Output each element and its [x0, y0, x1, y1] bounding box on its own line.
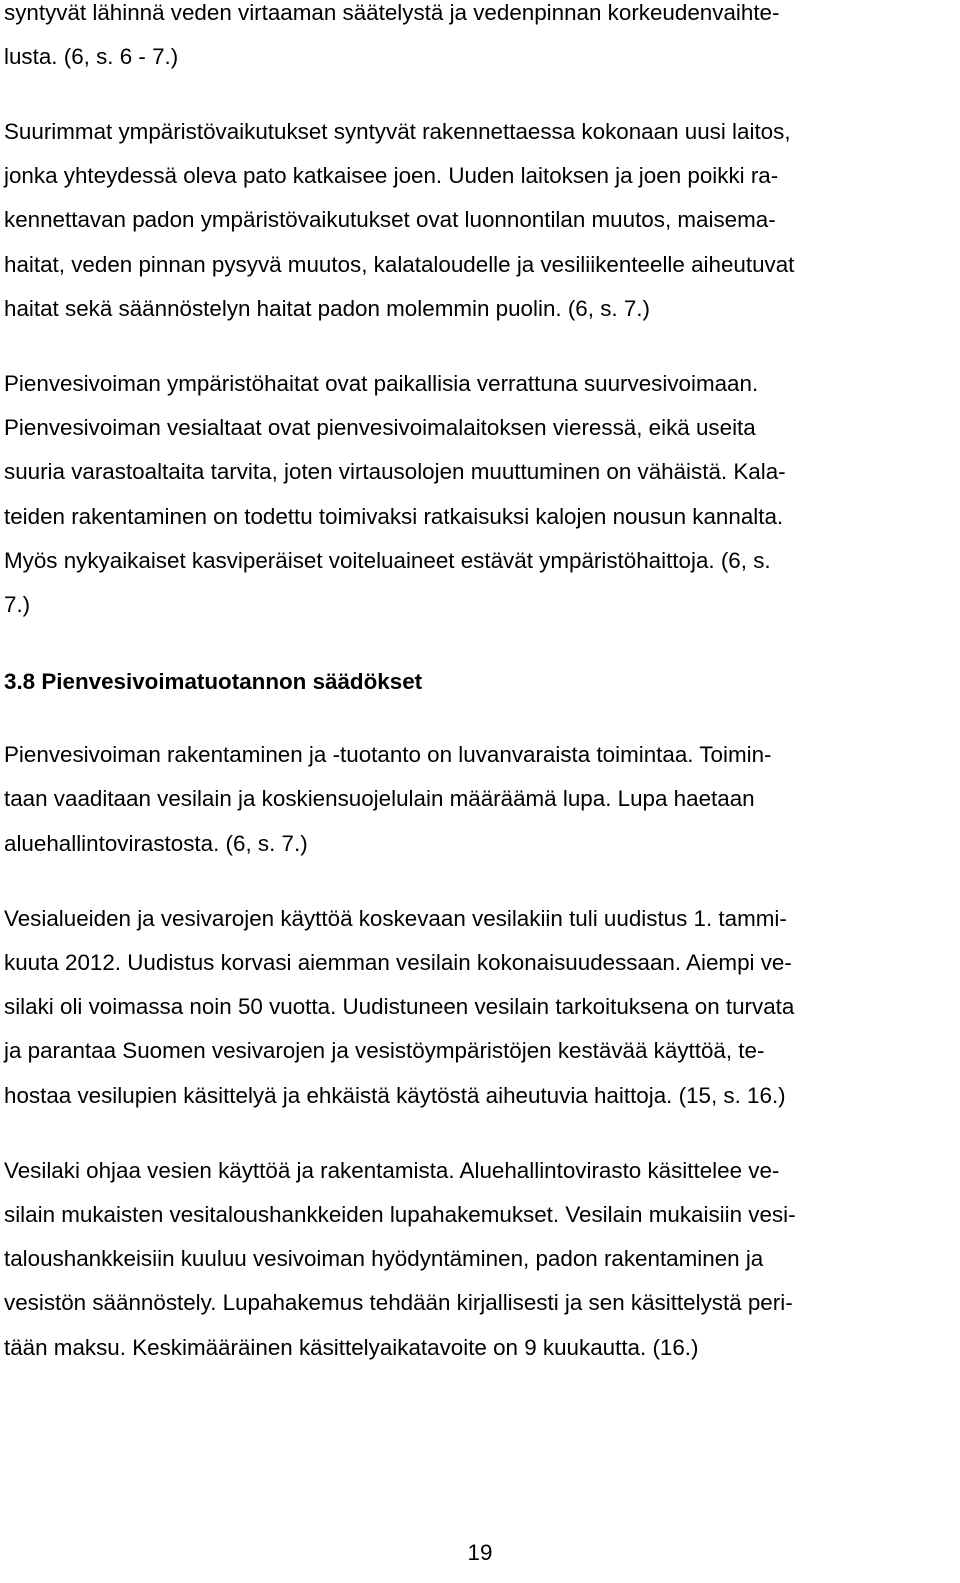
text-line: haitat sekä säännöstelyn haitat padon molemmin puolin. (6, s. 7.) [4, 296, 650, 321]
text-line: hostaa vesilupien käsittelyä ja ehkäistä käytöstä aiheutuvia haittoja. (15, s. 16.) [4, 1083, 786, 1108]
text-line: suuria varastoaltaita tarvita, joten virtausolojen muuttuminen on vähäistä. Kala- [4, 459, 786, 484]
text-line: kennettavan padon ympäristövaikutukset ovat luonnontilan muutos, maisema- [4, 207, 776, 232]
text-line: Myös nykyaikaiset kasviperäiset voiteluaineet estävät ympäristöhaittoja. (6, s. [4, 548, 771, 573]
text-line: aluehallintovirastosta. (6, s. 7.) [4, 831, 308, 856]
text-line: Pienvesivoiman ympäristöhaitat ovat paikallisia verrattuna suurvesivoimaan. [4, 371, 759, 396]
text-line: 7.) [4, 592, 31, 617]
text-line: Vesialueiden ja vesivarojen käyttöä koskevaan vesilakiin tuli uudistus 1. tammi- [4, 906, 787, 931]
text-line: haitat, veden pinnan pysyvä muutos, kalataloudelle ja vesiliikenteelle aiheutuvat [4, 252, 795, 277]
section-heading: 3.8 Pienvesivoimatuotannon säädökset [4, 669, 423, 694]
text-line: Pienvesivoiman rakentaminen ja -tuotanto on luvanvaraista toimintaa. Toimin- [4, 742, 772, 767]
text-line: syntyvät lähinnä veden virtaaman säätelystä ja vedenpinnan korkeudenvaihte- [4, 0, 780, 25]
text-line: teiden rakentaminen on todettu toimivaksi ratkaisuksi kalojen nousun kannalta. [4, 504, 784, 529]
text-line: Pienvesivoiman vesialtaat ovat pienvesivoimalaitoksen vieressä, eikä useita [4, 415, 756, 440]
text-line: lusta. (6, s. 6 - 7.) [4, 44, 179, 69]
text-line: silain mukaisten vesitaloushankkeiden lupahakemukset. Vesilain mukaisiin vesi- [4, 1202, 796, 1227]
text-line: silaki oli voimassa noin 50 vuotta. Uudistuneen vesilain tarkoituksena on turvata [4, 994, 795, 1019]
page-number: 19 [467, 1540, 493, 1565]
text-line: ja parantaa Suomen vesivarojen ja vesistöympäristöjen kestävää käyttöä, te- [4, 1038, 765, 1063]
text-line: taan vaaditaan vesilain ja koskiensuojelulain määräämä lupa. Lupa haetaan [4, 786, 755, 811]
text-line: kuuta 2012. Uudistus korvasi aiemman vesilain kokonaisuudessaan. Aiempi ve- [4, 950, 792, 975]
text-line: vesistön säännöstely. Lupahakemus tehdään kirjallisesti ja sen käsittelystä peri- [4, 1290, 793, 1315]
text-line: Suurimmat ympäristövaikutukset syntyvät rakennettaessa kokonaan uusi laitos, [4, 119, 791, 144]
text-line: taloushankkeisiin kuuluu vesivoiman hyödyntäminen, padon rakentaminen ja [4, 1246, 764, 1271]
text-line: Vesilaki ohjaa vesien käyttöä ja rakentamista. Aluehallintovirasto käsittelee ve- [4, 1158, 780, 1183]
text-line: tään maksu. Keskimääräinen käsittelyaikatavoite on 9 kuukautta. (16.) [4, 1335, 699, 1360]
text-line: jonka yhteydessä oleva pato katkaisee joen. Uuden laitoksen ja joen poikki ra- [4, 163, 779, 188]
